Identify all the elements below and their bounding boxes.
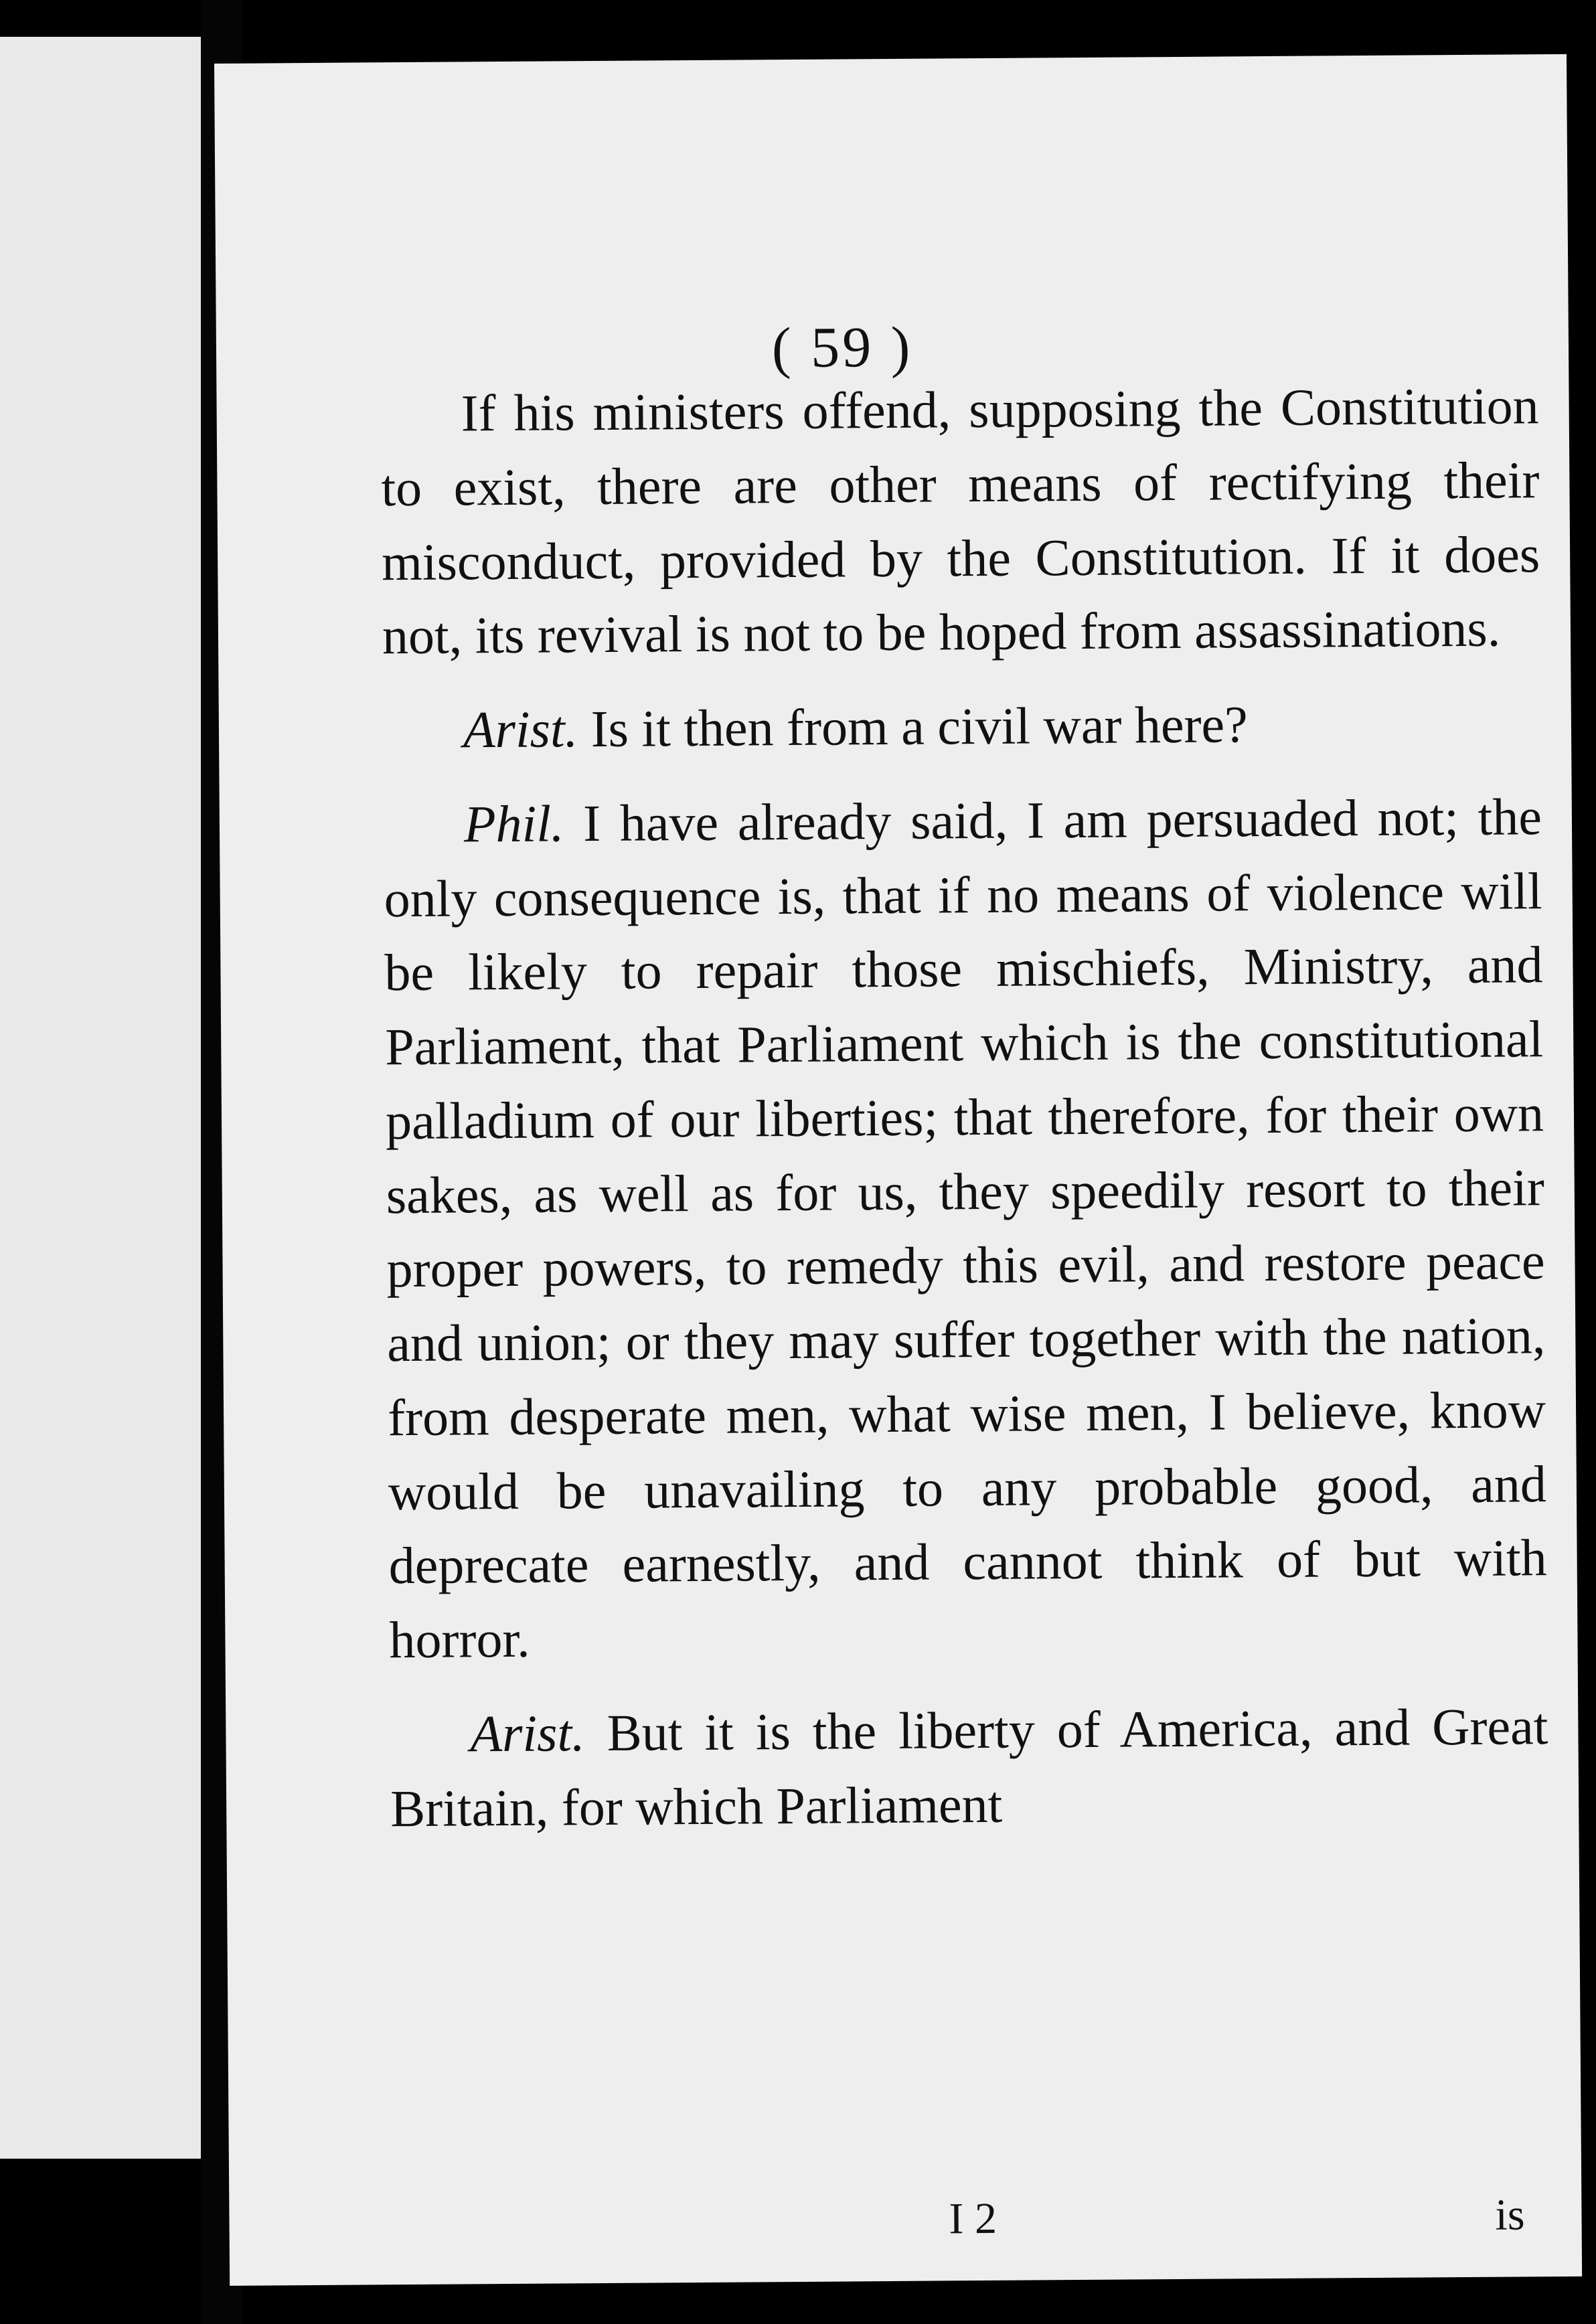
paragraph-2 xyxy=(383,685,1542,768)
paragraph-text: But it is the liberty of America, and Great Britain, for which Parliament xyxy=(390,1696,1548,1837)
book-page xyxy=(214,54,1582,2286)
facing-page xyxy=(0,37,202,2159)
speaker-label: Arist. xyxy=(470,1703,607,1763)
paragraph-3 xyxy=(384,780,1548,1677)
paragraph-text: Is it then from a civil war here? xyxy=(590,695,1249,758)
page-footer xyxy=(393,2189,1552,2271)
paragraph-text: I have already said, I am persuaded not; the only consequence is, that if no means of violence will be likely to repair those mischiefs, Ministry, and Parliament, that Parliament which is the constitutional palladium of our liberties; that therefore, for their own sakes, as well as for us, they speedily resort to their proper powers, to remedy this evil, and restore peace and union; or they may suffer together with the nation, from desperate men, what wise men, I believe, know would be unavailing to any probable good, and deprecate earnestly, and cannot think of but with horror. xyxy=(384,786,1547,1669)
speaker-label: Phil. xyxy=(463,793,584,853)
page-number: ( 59 ) xyxy=(771,314,913,380)
page-text xyxy=(380,369,1548,1865)
paragraph-1 xyxy=(380,369,1540,673)
paragraph-text: If his ministers offend, supposing the Constitution to exist, there are other means of rectifying their misconduct, provided by the Constitution. If it does not, its revival is not to be hoped from assassinations. xyxy=(381,376,1540,665)
speaker-label: Arist. xyxy=(463,699,591,759)
catchword: is xyxy=(1495,2190,1525,2240)
signature-mark: I 2 xyxy=(949,2193,998,2244)
paragraph-4 xyxy=(390,1689,1549,1846)
